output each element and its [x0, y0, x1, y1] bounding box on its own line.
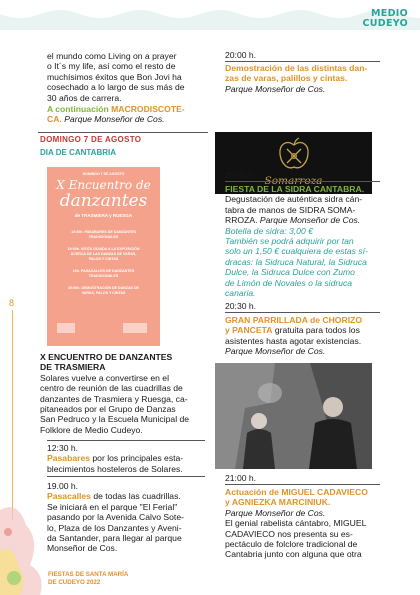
tambien-line: canaria. [225, 288, 256, 299]
pasacalles-line: Se iniciará en el parque "El Ferial" [47, 501, 178, 512]
photo-illustration [215, 363, 372, 469]
section-divider [47, 440, 205, 441]
demo-place: Parque Monseñor de Cos. [225, 83, 326, 94]
brand-logo [349, 9, 408, 29]
poster-line: 19h. PASACALLES DE DANZANTES [72, 269, 135, 273]
poster-line: 12:30h. PASABARES DE DANZANTES [71, 230, 136, 234]
event-poster [47, 167, 160, 346]
continuation-prefix: A continuación [47, 104, 109, 114]
pasacalles-line: pasando por la Avenida Calvo Sote- [47, 512, 184, 523]
page-number: 8 [9, 298, 15, 308]
fiesta-line: Degustación de auténtica sidra cán- [225, 194, 363, 205]
day-subheading: DIA DE CANTABRIA [40, 148, 116, 157]
encuentro-line: pitaneados por el Grupo de Danzas [40, 404, 176, 415]
parrillada-place: Parque Monseñor de Cos. [225, 346, 326, 357]
section-divider [38, 132, 208, 133]
encuentro-section [40, 352, 210, 435]
poster-line: 20:00h. DEMOSTRACIÓN DE DANZAS DE [68, 286, 139, 290]
intro-line: muchísimos éxitos que Bon Jovi ha [47, 71, 182, 82]
section-divider [225, 312, 380, 313]
macrodiscoteca-highlight-end: CA. [47, 114, 62, 125]
performers-photo [215, 363, 372, 469]
time-label: 21:00 h. [225, 473, 257, 483]
pasacalles-line: da Santander, para llegar al parque [47, 533, 182, 544]
fiesta-place: Parque Monseñor de Cos. [257, 215, 361, 226]
brand-line2: CUDEYO [362, 18, 408, 29]
pasacalles-line: Monseñor de Cos. [47, 543, 118, 554]
section-divider [225, 181, 380, 182]
section-divider [225, 484, 380, 485]
poster-date: DOMINGO 7 DE AGOSTO [82, 172, 125, 176]
encuentro-line: Solares vuelve a convertirse en el [40, 372, 169, 383]
intro-line: el mundo como Living on a prayer [47, 51, 177, 61]
poster-line: PALOS Y CINTAS [88, 257, 119, 261]
actuacion-place: Parque Monseñor de Cos. [225, 507, 326, 518]
poster-line: ACERCA DE LAS DANZAS DE VARAS, [70, 252, 137, 256]
tambien-line: dracas: la Sidruca Natural, la Sidruca [225, 256, 367, 267]
poster-title-1: X Encuentro de [56, 178, 151, 192]
time-label: 12:30 h. [47, 443, 79, 453]
decorative-splash [0, 470, 52, 595]
section-divider [225, 61, 380, 62]
encuentro-title-2: DE TRASMIERA [40, 362, 106, 373]
botella-price: Botella de sidra: 3,00 € [225, 225, 313, 236]
pasacalles-section [47, 481, 212, 554]
pasacalles-text: de todas las cuadrillas. [90, 491, 181, 502]
tambien-line: de Limón de Novales o la sidruca [225, 277, 353, 288]
section-divider [47, 476, 205, 477]
actuacion-title-2: y AGNIEZKA MARCINIUK. [225, 497, 331, 508]
poster-line: TRADICIONALES [88, 274, 119, 278]
time-label: 20:00 h. [225, 170, 257, 180]
tambien-line: Dulce, la Sidruca Dulce con Zumo [225, 267, 355, 278]
actuacion-section [225, 473, 395, 483]
fiesta-line: tabra de manos de SIDRA SOMA- [225, 204, 356, 215]
demo-section [225, 50, 395, 60]
pasabares-highlight: Pasabares [47, 453, 91, 464]
apple-icon [278, 137, 310, 171]
continuation-text [47, 104, 212, 125]
time-label: 19.00 h. [47, 481, 79, 491]
poster-title-2: danzantes [59, 191, 148, 211]
actuacion-line: CADAVIECO nos presenta su es- [225, 528, 353, 539]
fiesta-brand: RROZA. [225, 215, 258, 226]
parrillada-text [225, 315, 397, 357]
time-label: 20:30 h. [225, 301, 257, 311]
footer [48, 571, 128, 586]
sidra-section [225, 170, 395, 180]
parrillada-text-line: gratuita para todos los [272, 325, 360, 336]
encuentro-line: centro de reunión de las cuadrillas de [40, 383, 183, 394]
demo-line: Demostración de las distintas dan- [225, 63, 368, 73]
day-heading: DOMINGO 7 DE AGOSTO [40, 135, 142, 144]
pasabares-line: blecimientos hosteleros de Solares. [47, 463, 183, 474]
encuentro-title: X ENCUENTRO DE DANZANTES [40, 352, 173, 362]
demo-line: zas de varas, palillos y cintas. [225, 73, 348, 84]
pasabares-section [47, 443, 212, 474]
intro-line: 30 años de carrera. [47, 92, 122, 103]
pasacalles-line: lo, Plaza de los Danzantes y Aveni- [47, 522, 182, 533]
poster-footer-logos [53, 317, 154, 339]
footer-line2: DE CUDEYO 2022 [48, 578, 101, 586]
parrillada-section [225, 301, 395, 311]
actuacion-line: Cantabria junto con alguna que otra [225, 549, 362, 560]
actuacion-line: El genial rabelista cántabro, MIGUEL [225, 518, 367, 529]
poster-subtitle: de TRASMIERA y RUESGA [74, 213, 133, 218]
fiesta-title: FIESTA DE LA SIDRA CANTABRA. [225, 184, 365, 194]
poster-line: 19:00h. VISITA GUIADA A LA EXPOSICIÓN [67, 247, 140, 251]
sidra-text [225, 184, 397, 298]
time-label: 20:00 h. [225, 50, 257, 60]
parrillada-title: GRAN PARRILLADA de CHORIZO [225, 315, 363, 325]
macrodiscoteca-highlight: MACRODISCOTE- [111, 104, 185, 114]
intro-line: cosechado a lo largo de sus más de [47, 82, 185, 93]
logo-text: Somarroza [264, 175, 323, 187]
poster-line: TRADICIONALES [88, 235, 119, 239]
brand-line1: MEDIO [371, 8, 408, 19]
pasabares-text: por los principales esta- [90, 453, 184, 464]
parrillada-line: asistentes hasta agotar existencias. [225, 335, 362, 346]
tambien-line: También se podrá adquirir por tan [225, 236, 354, 247]
encuentro-line: Folklore de Medio Cudeyo. [40, 424, 143, 435]
poster-line: VARAS, PALOS Y CINTAS [81, 291, 126, 295]
actuacion-title: Actuación de MIGUEL CADAVIECO [225, 487, 368, 497]
encuentro-line: danzantes de Trasmiera y Ruesga, ca- [40, 393, 188, 404]
footer-line1: FIESTAS DE SANTA MARÍA [48, 571, 129, 578]
demo-text [225, 63, 395, 94]
actuacion-line: pectáculo de folclore tradicional de [225, 539, 358, 550]
tambien-line: solo un 1,50 € cualquiera de estas sí- [225, 246, 368, 257]
pasacalles-highlight: Pasacalles [47, 491, 91, 502]
parrillada-title-2: y PANCETA [225, 325, 273, 336]
actuacion-text [225, 487, 397, 560]
intro-line: o It´s my life, así como el resto de [47, 61, 176, 72]
intro-text [47, 51, 207, 103]
continuation-place: Parque Monseñor de Cos. [61, 114, 165, 125]
encuentro-line: San Pedruco y la Escuela Municipal de [40, 414, 190, 425]
